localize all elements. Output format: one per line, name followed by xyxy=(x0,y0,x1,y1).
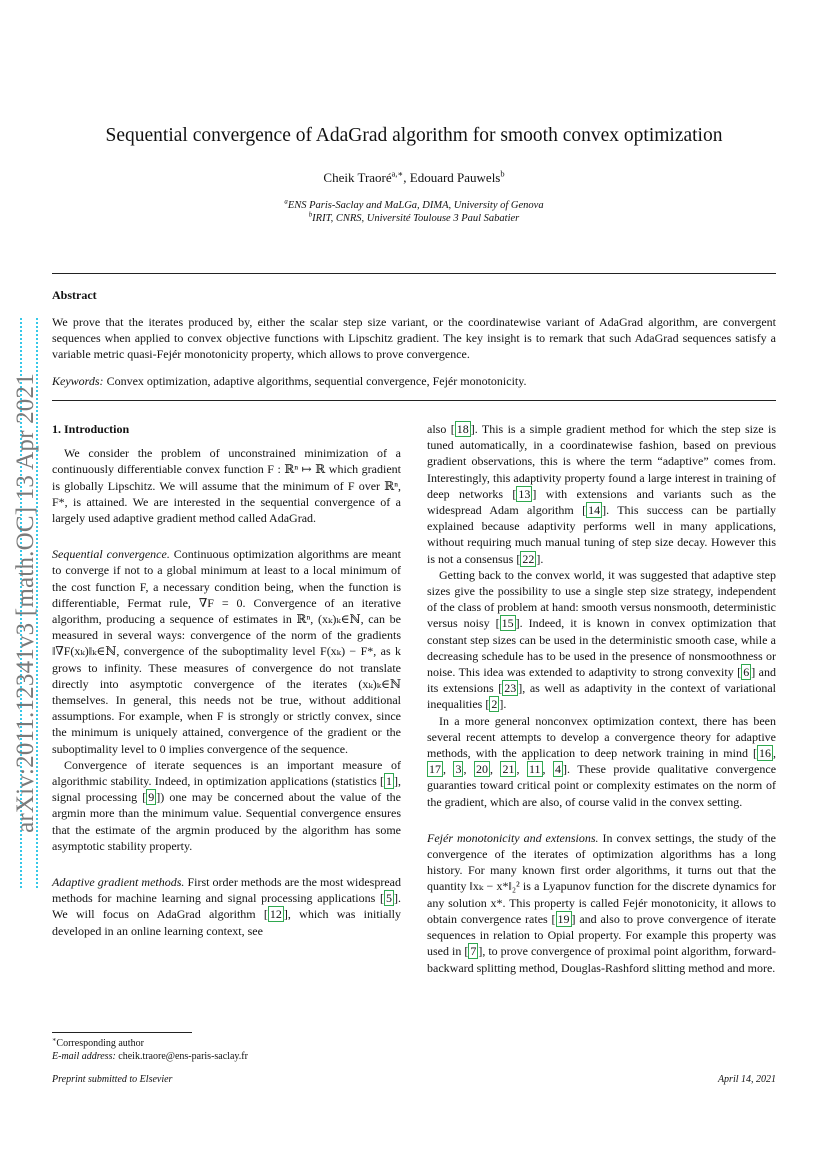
citation-link[interactable]: 5 xyxy=(386,891,392,906)
text-fragment: ], as well as adaptivity in the context of variational inequalities [ xyxy=(427,681,776,712)
footnote-rule xyxy=(52,1032,192,1033)
text-fragment: ] and also to prove convergence of iterate sequences in relation to Opial property. For example this property was used in [ xyxy=(427,911,776,959)
citation-link[interactable]: 9 xyxy=(148,790,155,805)
text-fragment: ], signal processing [ xyxy=(52,774,401,805)
author-separator: , xyxy=(403,170,410,185)
abstract-heading: Abstract xyxy=(52,288,97,302)
citation-link[interactable]: 16 xyxy=(759,746,771,761)
arxiv-stamp[interactable] xyxy=(6,318,46,888)
footnote-mark: ∗ xyxy=(52,1036,57,1044)
email-address[interactable]: cheik.traore@ens-paris-saclay.fr xyxy=(118,1051,248,1062)
citation-link[interactable]: 18 xyxy=(456,422,469,436)
text-fragment: ]. These provide qualitative convergence guaranties toward critical point or complexity estimates on the norm of the gradient, which are also, of course valid in the convex setting. xyxy=(427,762,777,809)
citation-link[interactable]: 15 xyxy=(501,616,514,631)
paragraph-text: Continuous optimization algorithms are meant to converge if not to a global minimum at least to a local minimum of the cost function F, a necessary condition being, when the function is differentiable, Fermat rule, ∇F = 0. Convergence of an iterative algorithm, producing a sequence of estimates in ℝⁿ, (xₖ)ₖ∈ℕ, can be measured in several ways: convergence of the norm of the gradients ‖∇F(xₖ)‖ₖ∈ℕ, convergence of the suboptimality level F(xₖ) − F*, as k grows to infinity. These measures of convergence do not translate directly into asymptotic convergence of the iterates (xₖ)ₖ∈ℕ themselves. In general, this needs not be true, without additional assumptions. For example, when F is strongly or strictly convex, since the minimum is uniquely attained, convergence of the gradient or the suboptimality level to 0 implies convergence of the sequence. xyxy=(52,547,401,756)
text-fragment: ]. This success can be partially explained because adaptivity performs well in many applications, without requiring much manual tuning of step size decay. However this is not a consensus [ xyxy=(427,503,776,566)
paragraph xyxy=(52,757,401,854)
citation-link[interactable]: 19 xyxy=(557,911,570,926)
affiliation-text: IRIT, CNRS, Université Toulouse 3 Paul Sabatier xyxy=(312,213,520,224)
citation-link[interactable]: 1 xyxy=(386,774,392,789)
citation-link[interactable]: 21 xyxy=(502,762,515,777)
author-line xyxy=(60,170,768,186)
citation-link[interactable]: 7 xyxy=(470,944,477,959)
citation-link[interactable]: 20 xyxy=(475,762,488,777)
text-fragment: ], which was initially developed in an online learning context, see xyxy=(52,907,401,938)
affiliations xyxy=(60,199,768,225)
footnote-text: Corresponding author xyxy=(56,1038,144,1049)
text-fragment: ]. This is a simple gradient method for which the step size is tuned automatically, in a coordinatewise fashion, based on previous gradient observations, this is where the term “adaptive” comes from. Interestingly, this adaptivity property found a large interest in training of deep networks [ xyxy=(427,422,776,501)
footnote xyxy=(52,1037,401,1063)
keywords-text: Convex optimization, adaptive algorithms, sequential convergence, Fejér monotonicity. xyxy=(106,374,527,388)
text-fragment: ]. xyxy=(536,551,544,566)
abstract-bottom-rule xyxy=(52,400,776,401)
text-fragment: First order methods are the most widespread methods for machine learning and signal processing applications [ xyxy=(52,875,402,906)
author-affil-mark: b xyxy=(500,168,505,179)
abstract-text: We prove that the iterates produced by, either the scalar step size variant, or the coordinatewise variant of AdaGrad algorithm, are convergent sequences when applied to convex objective functions with Lipschitz gradient. The key insight is to remark that such AdaGrad sequences satisfy a variable metric quasi-Fejér monotonicity property, which allows to prove convergence. xyxy=(52,315,776,362)
author-name: Cheik Traoré xyxy=(323,170,392,185)
arxiv-stamp-text: arXiv:2011.12341v3 [math.OC] 13 Apr 2021 xyxy=(12,373,39,833)
email-label: E-mail address: xyxy=(52,1051,116,1062)
text-fragment: In convex settings, the study of the convergence of the iterates of optimization algorithms has a long history. For many known first order algorithms, it turns out that the quantity ‖xₖ − x*‖₂² is a Lyapunov function for the discrete dynamics for any solution x*. This property is called Fejér monotonicity, it allows to obtain convergence rates [ xyxy=(427,830,776,926)
runin-heading: Adaptive gradient methods. xyxy=(52,875,185,890)
keywords-label: Keywords: xyxy=(52,374,104,388)
affiliation xyxy=(60,212,768,225)
text-fragment: Getting back to the convex world, it was suggested that adaptive step sizes give the possibility to use a single step size strategy, independent of the class of problem at hand: smooth versus nonsmooth, deterministic versus noisy [ xyxy=(427,567,776,631)
citation-link[interactable]: 3 xyxy=(455,762,462,777)
paragraph xyxy=(52,546,401,757)
paragraph: In a more general nonconvex optimization context, there has been several recent attempts to develop a convergence theory for adaptive methods, with the application to deep network training in mind [ 16 , 17 , 3 , 20 , 21 , 11 , 4 ]. These provide qualitative convergence guaranties toward critical point or complexity estimates on the norm of the gradient, which are also, of course valid in the convex setting. xyxy=(427,713,777,809)
left-column xyxy=(52,421,401,939)
citation-link[interactable]: 2 xyxy=(491,697,498,712)
author-name: Edouard Pauwels xyxy=(409,170,501,185)
affiliation xyxy=(60,199,768,212)
paragraph xyxy=(427,830,776,976)
text-fragment: ] with extensions and variants such as the widespread Adam algorithm [ xyxy=(427,486,776,518)
section-heading: 1. Introduction xyxy=(52,422,130,436)
citation-link[interactable]: 17 xyxy=(429,762,441,777)
footnote-line xyxy=(52,1037,401,1050)
citation-link[interactable]: 22 xyxy=(522,551,535,566)
text-fragment: In a more general nonconvex optimization context, there has been several recent attempts to develop a convergence theory for adaptive methods, with the application to deep network training in mind [ xyxy=(427,713,776,761)
text-fragment: ]. We will focus on AdaGrad algorithm [ xyxy=(52,891,401,922)
text-fragment: ], to prove convergence of proximal point algorithm, forward-backward splitting method, Douglas-Rashford slitting method and more. xyxy=(427,944,777,975)
citation-link[interactable]: 4 xyxy=(554,762,561,777)
affiliation-mark: b xyxy=(308,211,313,219)
text-fragment: also [ xyxy=(427,422,455,436)
paper-title: Sequential convergence of AdaGrad algorithm for smooth convex optimization xyxy=(105,125,723,146)
citation-link[interactable]: 12 xyxy=(269,907,282,922)
footnote-email-line xyxy=(52,1050,401,1063)
paragraph xyxy=(52,874,401,939)
paragraph xyxy=(427,421,776,567)
citation-link[interactable]: 23 xyxy=(504,681,517,696)
text-fragment: ]. Indeed, it is known in convex optimization that constant step sizes can be used in the deterministic smooth case, while a decreasing schedule has to be used in the presence of nonsmoothness or noise. This idea was extended to adaptivity to strong convexity [ xyxy=(427,616,776,680)
right-column xyxy=(427,421,776,976)
affiliation-text: ENS Paris-Saclay and MaLGa, DIMA, University of Genova xyxy=(287,200,544,211)
author-affil-mark: a,∗ xyxy=(391,168,404,179)
affiliation-mark: a xyxy=(284,198,288,206)
text-fragment: ] and its extensions [ xyxy=(427,665,776,696)
runin-heading: Fejér monotonicity and extensions. xyxy=(427,830,599,845)
keywords-line xyxy=(52,373,776,389)
text-fragment: ]. xyxy=(499,697,507,712)
citation-link[interactable]: 6 xyxy=(743,665,750,680)
footer-date: April 14, 2021 xyxy=(717,1074,776,1085)
text-fragment: ]) one may be concerned about the value of the argmin more than the minimum value. Sequential convergence ensures that the estimate of the argmin produced by the algorithm has some asymptotic stability property. xyxy=(52,790,401,853)
abstract-top-rule xyxy=(52,273,776,274)
citation-link[interactable]: 11 xyxy=(528,762,541,777)
citation-link[interactable]: 14 xyxy=(588,503,601,518)
text-fragment: Convergence of iterate sequences is an important measure of algorithmic stability. Indeed, in optimization applications (statistics [ xyxy=(52,757,401,789)
runin-heading: Sequential convergence. xyxy=(52,547,170,562)
paragraph xyxy=(427,567,776,713)
citation-link[interactable]: 13 xyxy=(518,486,531,501)
preprint-note: Preprint submitted to Elsevier xyxy=(52,1074,173,1085)
paragraph: We consider the problem of unconstrained minimization of a continuously differentiable convex function F : ℝⁿ ↦ ℝ which gradient is globally Lipschitz. We will assume that the minimum of F over ℝⁿ, F*, is attained. We are interested in the sequential convergence of a largely used adaptive gradient method called AdaGrad. xyxy=(52,446,401,526)
